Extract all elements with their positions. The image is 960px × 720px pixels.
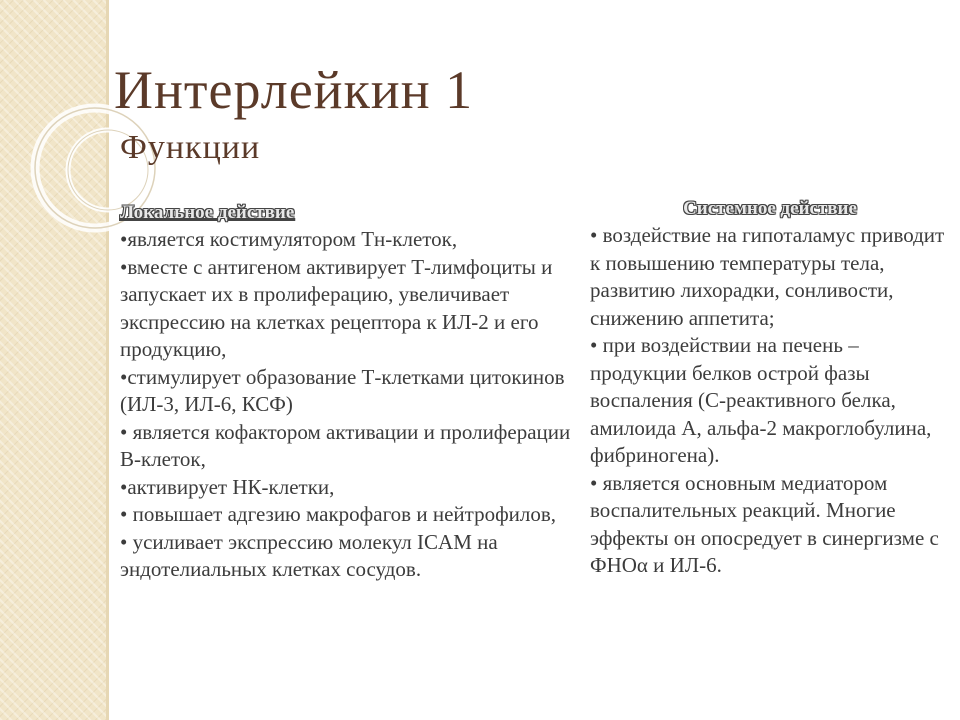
list-item: •активирует НК-клетки,	[120, 474, 335, 499]
systemic-action-heading: Системное действие	[683, 198, 857, 219]
local-action-column	[120, 200, 590, 584]
local-action-heading: Локальное действие	[120, 202, 295, 223]
list-item: •стимулирует образование Т-клетками цитокинов (ИЛ-3, ИЛ-6, КСФ)	[120, 364, 565, 416]
list-item: • является кофактором активации и пролиферации В-клеток,	[120, 419, 571, 471]
slide-title: Интерлейкин 1	[114, 60, 474, 120]
list-item: • усиливает экспрессию молекул ICAM на эндотелиальных клетках сосудов.	[120, 529, 498, 581]
slide-subtitle: Функции	[120, 129, 261, 166]
list-item: •является костимулятором Тн-клеток,	[120, 227, 458, 251]
list-item: •вместе с антигеном активирует Т-лимфоциты и запускает их в пролиферацию, увеличивает экспрессию на клетках рецептора к ИЛ-2 и его продукцию,	[120, 254, 553, 361]
list-item: • повышает адгезию макрофагов и нейтрофилов,	[120, 502, 557, 526]
list-item: • является основным медиатором воспалительных реакций. Многие эффекты он опосредует в синергизме с ФНОα и ИЛ-6.	[590, 470, 939, 577]
list-item: • воздействие на гипоталамус приводит к повышению температуры тела, развитию лихорадки, сонливости, снижению аппетита;	[590, 223, 945, 330]
systemic-action-column	[590, 196, 950, 580]
list-item: • при воздействии на печень – продукции белков острой фазы воспаления (С-реактивного белка, амилоида А, альфа-2 макроглобулина, фибриногена).	[590, 333, 932, 467]
